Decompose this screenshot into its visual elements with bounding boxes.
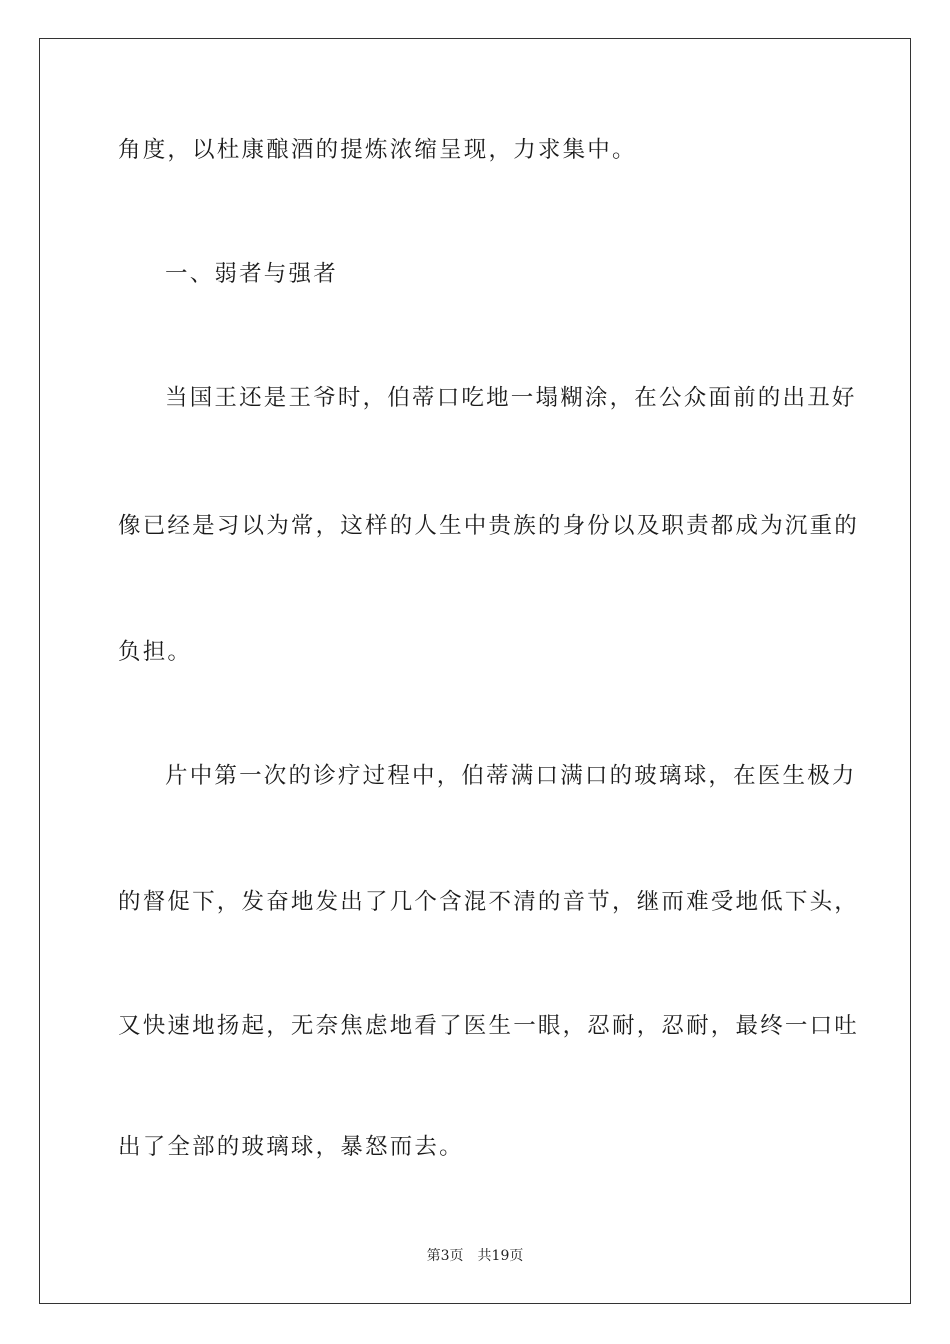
page-number: 第3页 [426,1248,464,1264]
body-line-1: 角度，以杜康酿酒的提炼浓缩呈现，力求集中。 [118,137,637,163]
body-line-4: 像已经是习以为常，这样的人生中贵族的身份以及职责都成为沉重的 [118,513,860,539]
total-pages: 共19页 [477,1248,524,1264]
body-line-8: 又快速地扬起，无奈焦虑地看了医生一眼，忍耐，忍耐，最终一口吐 [118,1013,860,1039]
body-line-3: 当国王还是王爷时，伯蒂口吃地一塌糊涂，在公众面前的出丑好 [165,385,857,411]
page-border [39,38,911,1304]
page-footer [0,1246,950,1266]
body-line-7: 的督促下，发奋地发出了几个含混不清的音节，继而难受地低下头， [118,889,860,915]
body-line-5: 负担。 [118,639,193,665]
body-line-9: 出了全部的玻璃球，暴怒而去。 [118,1134,464,1160]
section-heading: 一、弱者与强者 [165,261,338,287]
body-line-6: 片中第一次的诊疗过程中，伯蒂满口满口的玻璃球，在医生极力 [165,763,857,789]
